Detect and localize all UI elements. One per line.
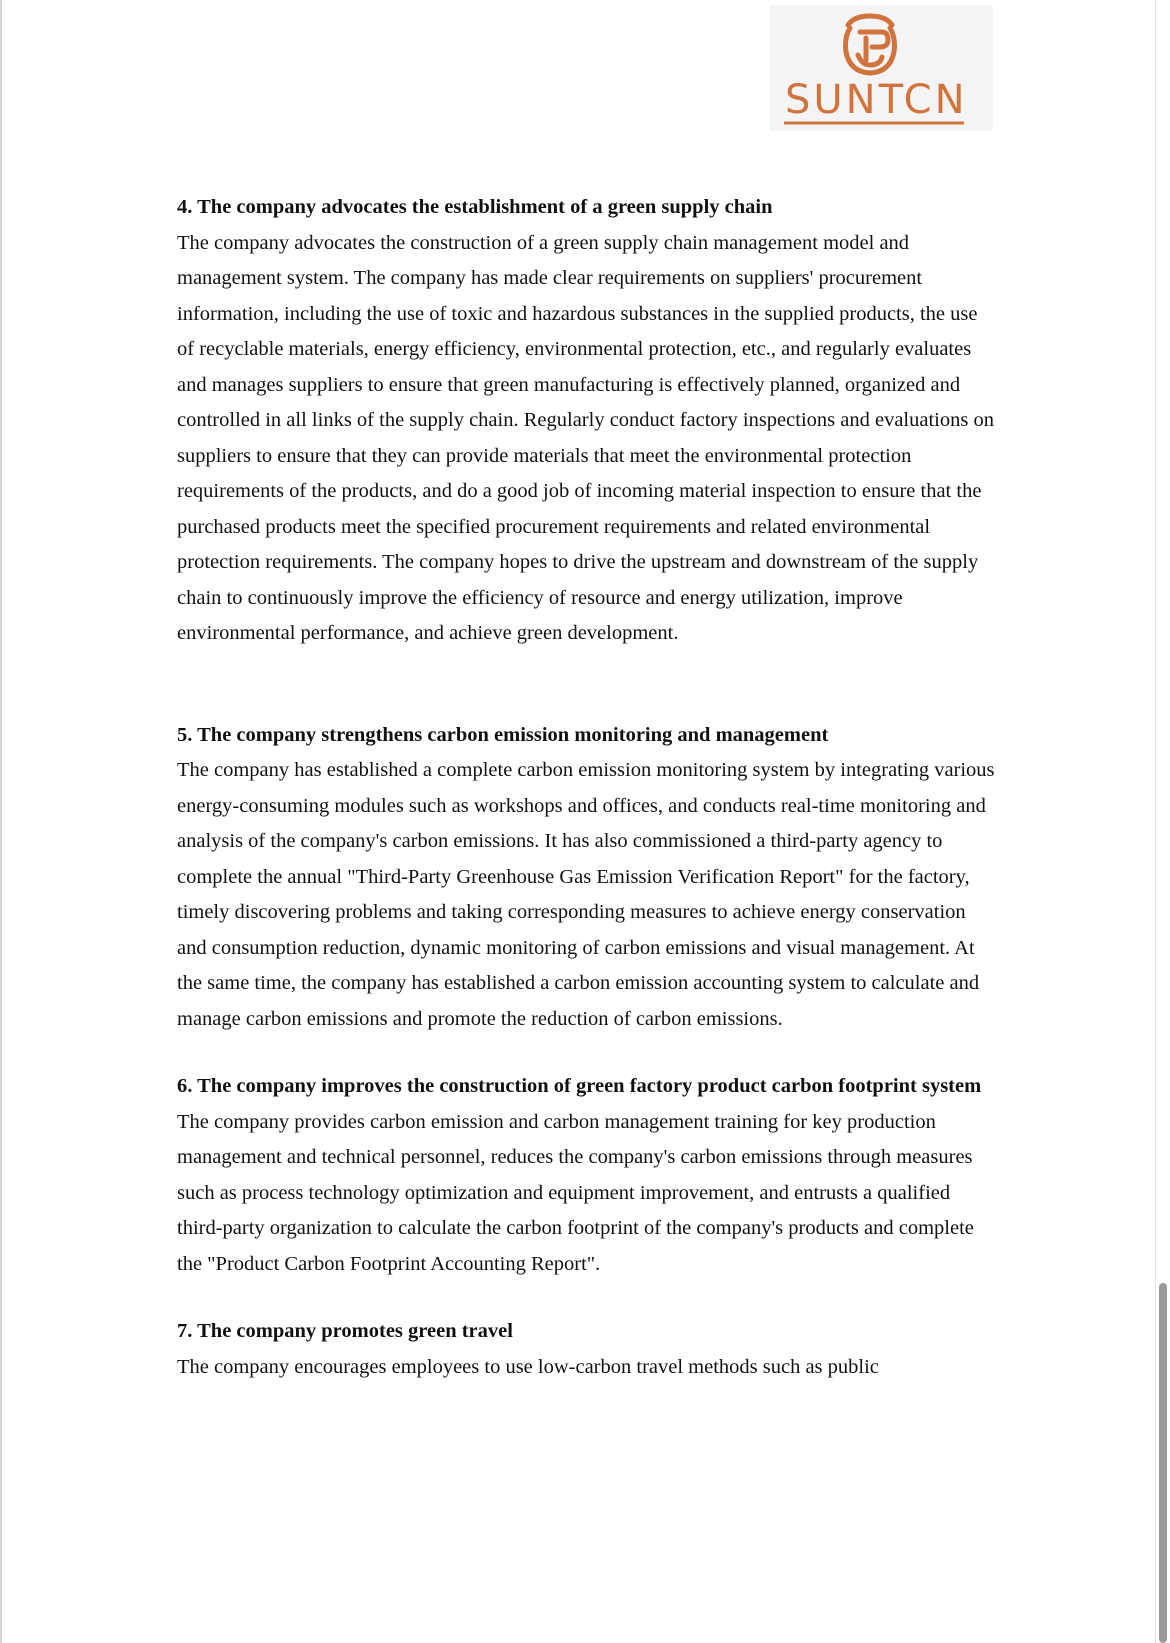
section-heading: 7. The company promotes green travel [177, 1320, 513, 1342]
section-heading: 6. The company improves the construction of green factory product carbon footprint system [177, 1075, 982, 1097]
section-green-supply-chain [177, 190, 997, 652]
logo-wordmark: SUNTCN [785, 77, 968, 123]
section-heading: 5. The company strengthens carbon emission monitoring and management [177, 723, 829, 746]
section-green-travel [177, 1314, 997, 1385]
section-carbon-footprint [177, 1069, 997, 1282]
document-body [177, 190, 997, 1385]
sunrise-emblem-icon [846, 16, 895, 73]
section-carbon-monitoring [177, 718, 997, 1038]
section-paragraph: The company advocates the construction of a green supply chain management model and management system. The company has made clear requirements on suppliers' procurement information, including the use of toxic and hazardous substances in the supplied products, the use of recyclable materials, energy efficiency, environmental protection, etc., and regularly evaluates and manages suppliers to ensure that green manufacturing is effectively planned, organized and controlled in all links of the supply chain. Regularly conduct factory inspections and evaluations on suppliers to ensure that they can provide materials that meet the environmental protection requirements of the products, and do a good job of incoming material inspection to ensure that the purchased products meet the specified procurement requirements and related environmental protection requirements. The company hopes to drive the upstream and downstream of the supply chain to continuously improve the efficiency of resource and energy utilization, improve environmental performance, and achieve green development. [177, 231, 994, 644]
scrollbar-thumb[interactable] [1159, 1283, 1167, 1643]
vertical-scrollbar[interactable] [1155, 0, 1170, 1643]
page-edge [0, 0, 2, 1643]
section-heading: 4. The company advocates the establishment of a green supply chain [177, 196, 773, 218]
company-logo [770, 5, 993, 131]
section-paragraph: The company has established a complete carbon emission monitoring system by integrating various energy-consuming modules such as workshops and offices, and conducts real-time monitoring and analysis of the company's carbon emissions. It has also commissioned a third-party agency to complete the annual "Third-Party Greenhouse Gas Emission Verification Report" for the factory, timely discovering problems and taking corresponding measures to achieve energy conservation and consumption reduction, dynamic monitoring of carbon emissions and visual management. At the same time, the company has established a carbon emission accounting system to calculate and manage carbon emissions and promote the reduction of carbon emissions. [177, 759, 995, 1030]
section-paragraph: The company provides carbon emission and carbon management training for key production management and technical personnel, reduces the company's carbon emissions through measures such as process technology optimization and equipment improvement, and entrusts a qualified third-party organization to calculate the carbon footprint of the company's products and complete the "Product Carbon Footprint Accounting Report". [177, 1110, 974, 1275]
suntcn-logo-icon [770, 5, 993, 131]
section-paragraph: The company encourages employees to use low-carbon travel methods such as public [177, 1355, 879, 1378]
